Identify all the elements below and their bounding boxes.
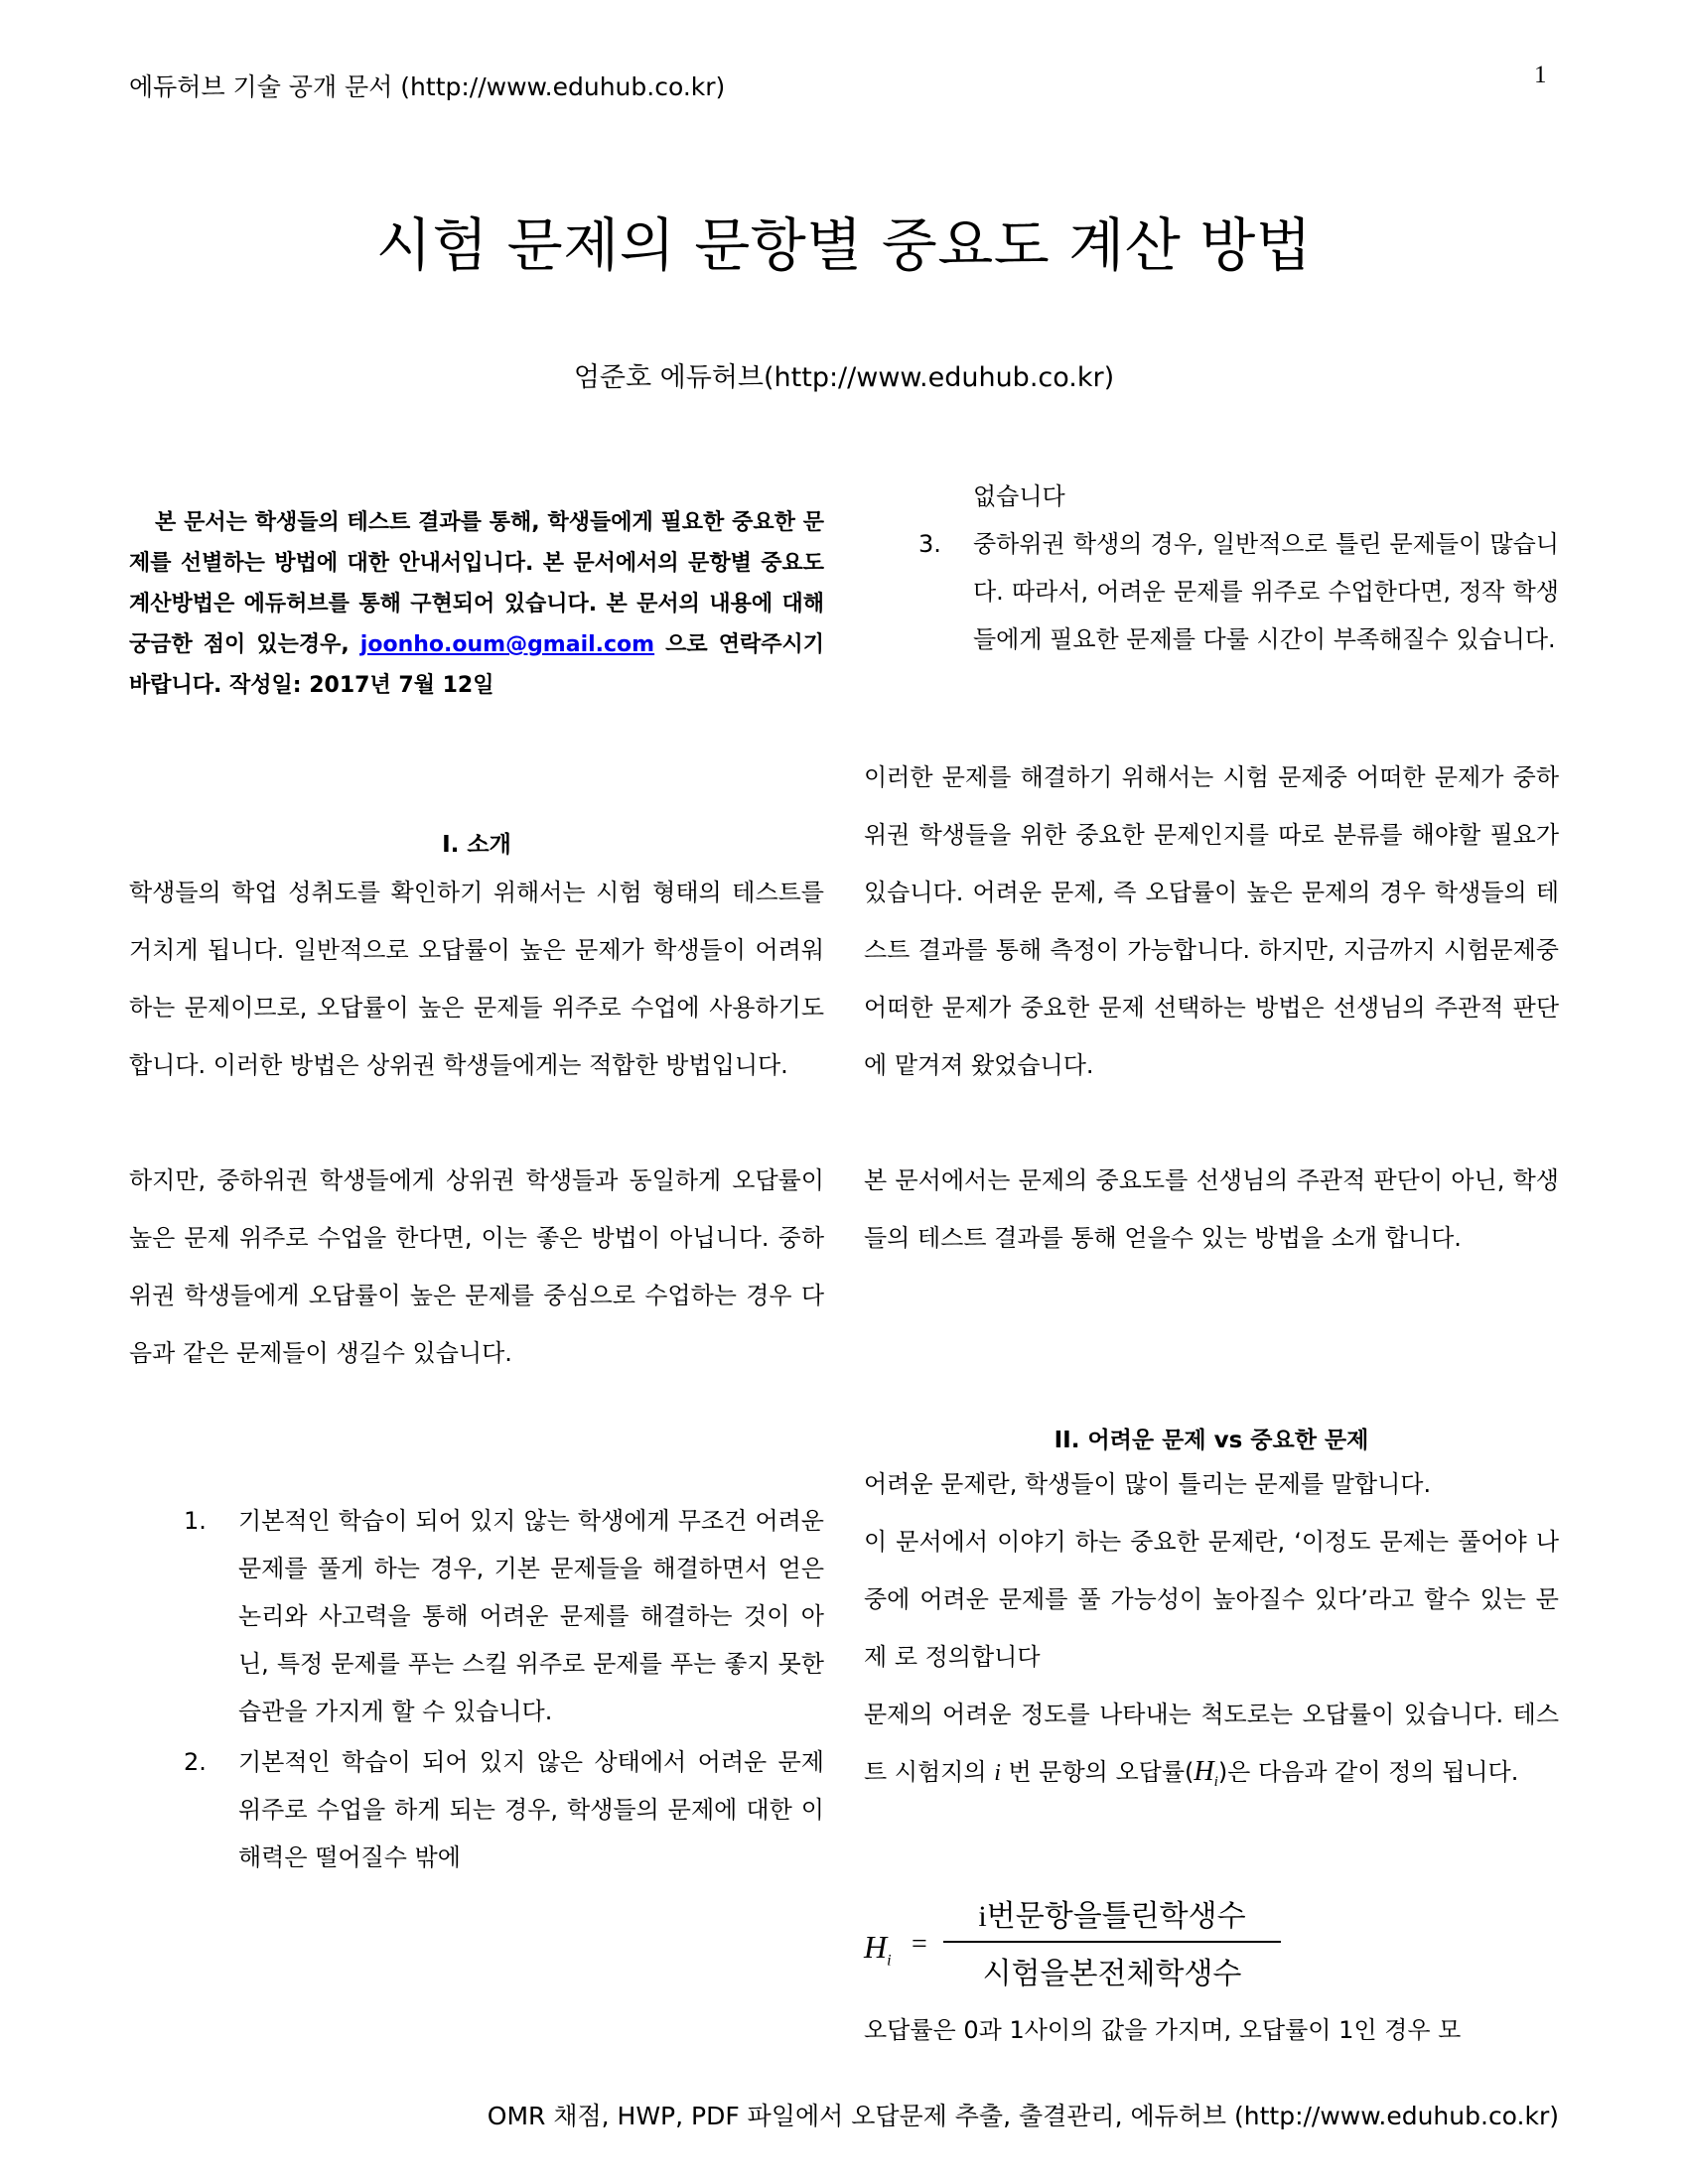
section2-paragraph-2: 이 문서에서 이야기 하는 중요한 문제란, ‘이정도 문제는 풀어야 나중에 어려운 문제를 풀 가능성이 높아질수 있다’라고 할수 있는 문제 로 정의합니다: [864, 1528, 1559, 1671]
text-run: 문제의 어려운 정도를 나타내는 척도로는 오답률이 있습니다. 테스트 시험지의: [864, 1701, 1559, 1786]
math-variable: i: [994, 1760, 1001, 1786]
page-footer: OMR 채점, HWP, PDF 파일에서 오답문제 추출, 출결관리, 에듀허브 (http://www.eduhub.co.kr): [487, 2102, 1559, 2130]
problem-list-continued: [864, 473, 1559, 663]
formula-equals: =: [912, 1929, 927, 1960]
formula-lhs: $H_i$: [864, 1929, 892, 1970]
abstract-text: 본 문서는 학생들의 테스트 결과를 통해, 학생들에게 필요한 중요한 문제를 선별하는 방법에 대한 안내서입니다. 본 문서에서의 문항별 중요도 계산방법은 에듀허브를 통해 구현되어 있습니다. 본 문서의 내용에 대해 궁금한 점이 있는경우,: [129, 510, 824, 657]
formula-lhs-subscript: i: [887, 1952, 892, 1970]
section2-paragraph-1: 어려운 문제란, 학생들이 많이 틀리는 문제를 말합니다.: [864, 1470, 1432, 1498]
intro-paragraph-2: 하지만, 중하위권 학생들에게 상위권 학생들과 동일하게 오답률이 높은 문제 위주로 수업을 한다면, 이는 좋은 방법이 아닙니다. 중하위권 학생들에게 오답률이 높은 문제를 중심으로 수업하는 경우 다음과 같은 문제들이 생길수 있습니다.: [129, 1166, 824, 1367]
page-number: 1: [1534, 62, 1547, 88]
email-link[interactable]: joonho.oum@gmail.com: [359, 632, 655, 657]
intro-paragraph-1: 학생들의 학업 성취도를 확인하기 위해서는 시험 형태의 테스트를 거치게 됩니다. 일반적으로 오답률이 높은 문제가 학생들이 어려워 하는 문제이므로, 오답률이 높은 문제들 위주로 수업에 사용하기도 합니다. 이러한 방법은 상위권 학생들에게는 적합한 방법입니다.: [129, 879, 824, 1079]
list-item: [129, 1738, 824, 1881]
fraction-bar: [943, 1941, 1281, 1943]
abstract: [129, 502, 824, 706]
list-item-number: 3.: [918, 530, 941, 558]
list-item: [864, 520, 1559, 663]
section-heading-intro: I. 소개: [442, 832, 511, 858]
list-item-number: 1.: [184, 1507, 207, 1535]
list-item-text: 기본적인 학습이 되어 있지 않는 학생에게 무조건 어려운 문제를 풀게 하는 경우, 기본 문제들을 해결하면서 얻은 논리와 사고력을 통해 어려운 문제를 해결하는 것이 아닌, 특정 문제를 푸는 스킬 위주로 문제를 푸는 좋지 못한 습관을 가지게 할 수 있습니다.: [238, 1507, 824, 1725]
list-item-text: 기본적인 학습이 되어 있지 않은 상태에서 어려운 문제 위주로 수업을 하게 되는 경우, 학생들의 문제에 대한 이해력은 떨어질수 밖에: [238, 1748, 824, 1871]
error-rate-formula: [864, 1891, 1340, 2000]
intro-paragraph-4: 본 문서에서는 문제의 중요도를 선생님의 주관적 판단이 아닌, 학생들의 테스트 결과를 통해 얻을수 있는 방법을 소개 합니다.: [864, 1166, 1559, 1252]
text-run: 번 문항의 오답률(: [1000, 1758, 1195, 1786]
running-header: 에듀허브 기술 공개 문서 (http://www.eduhub.co.kr): [129, 72, 726, 101]
formula-denominator: 시험을본전체학생수: [982, 1958, 1242, 1990]
section-heading-difficult-vs-important: II. 어려운 문제 vs 중요한 문제: [1054, 1428, 1369, 1453]
math-variable: H: [1194, 1756, 1214, 1787]
document-title: 시험 문제의 문항별 중요도 계산 방법: [375, 211, 1313, 279]
section2-paragraph-3: [864, 1686, 1559, 1811]
list-item: [129, 1497, 824, 1735]
text-run: )은 다음과 같이 정의 됩니다.: [1217, 1758, 1519, 1786]
math-subscript: i: [1213, 1773, 1218, 1790]
list-item-continuation: 없습니다: [973, 482, 1065, 510]
author-line: 엄준호 에듀허브(http://www.eduhub.co.kr): [573, 362, 1115, 393]
list-item-text: 중하위권 학생의 경우, 일반적으로 틀린 문제들이 많습니다. 따라서, 어려운 문제를 위주로 수업한다면, 정작 학생들에게 필요한 문제를 다룰 시간이 부족해질수 있습니다.: [973, 530, 1559, 653]
intro-paragraph-3: 이러한 문제를 해결하기 위해서는 시험 문제중 어떠한 문제가 중하위권 학생들을 위한 중요한 문제인지를 따로 분류를 해야할 필요가 있습니다. 어려운 문제, 즉 오답률이 높은 문제의 경우 학생들의 테스트 결과를 통해 측정이 가능합니다. 하지만, 지금까지 시험문제중 어떠한 문제가 중요한 문제 선택하는 방법은 선생님의 주관적 판단에 맡겨져 왔었습니다.: [864, 763, 1559, 1079]
formula-numerator: i번문항을틀린학생수: [978, 1900, 1246, 1933]
abstract-contact-text: 으로 연락주시기 바랍니다. 작성일: 2017년 7월 12일: [129, 632, 824, 698]
section2-paragraph-4: 오답률은 0과 1사이의 값을 가지며, 오답률이 1인 경우 모: [864, 2016, 1462, 2044]
problem-list: [129, 1497, 824, 1881]
list-item-number: 2.: [184, 1748, 207, 1776]
